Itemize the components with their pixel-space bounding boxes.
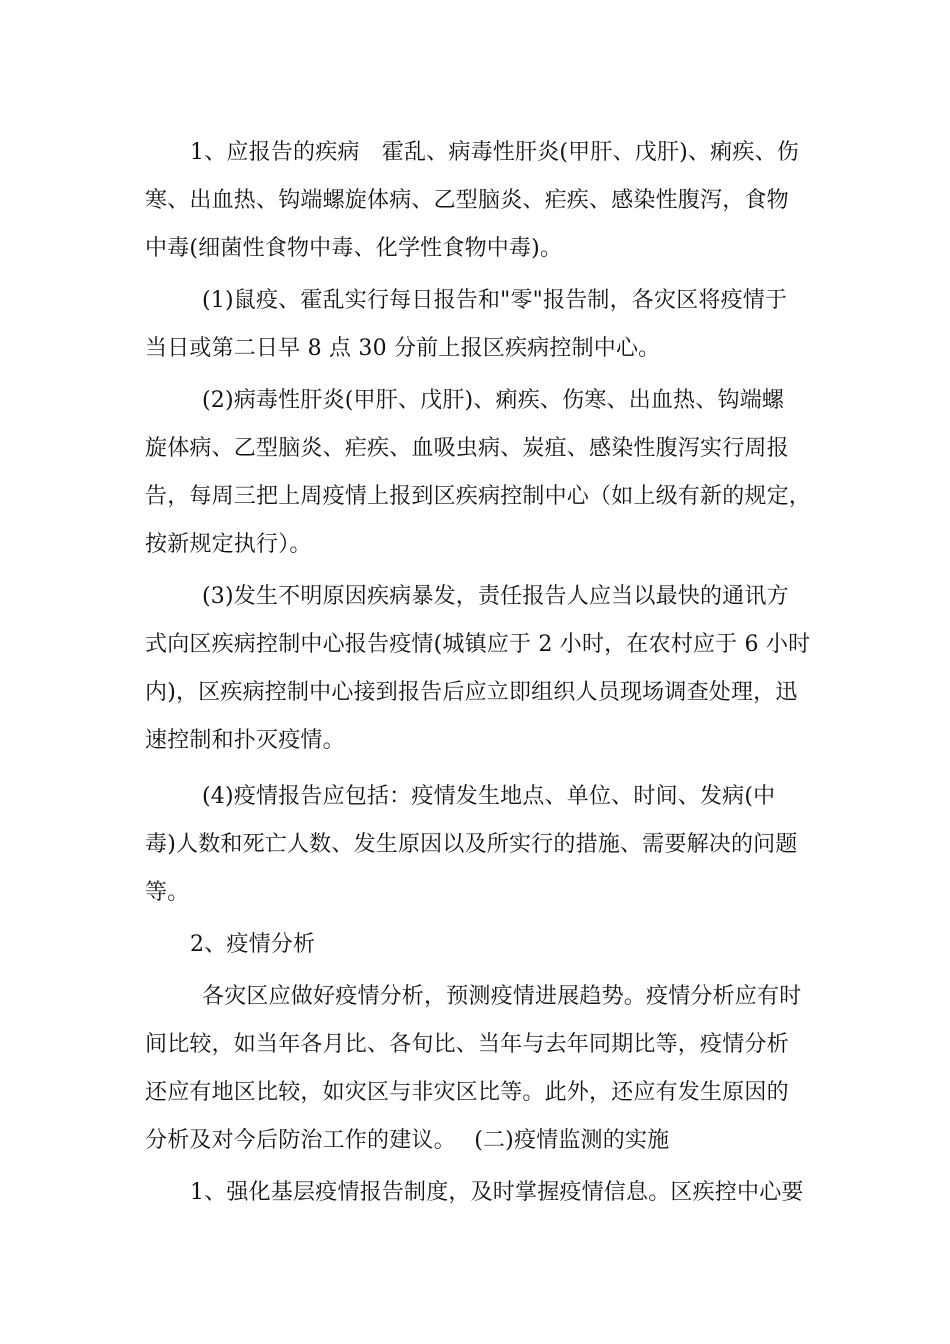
text-line: 式向区疾病控制中心报告疫情(城镇应于 2 小时，在农村应于 6 小时: [145, 632, 811, 657]
text-line: 间比较，如当年各月比、各旬比、当年与去年同期比等，疫情分析: [145, 1032, 789, 1057]
text-line: (1)鼠疫、霍乱实行每日报告和"零"报告制，各灾区将疫情于: [202, 288, 788, 313]
text-line: (2)病毒性肝炎(甲肝、戊肝)、痢疾、伤寒、出血热、钩端螺: [202, 388, 785, 413]
text-line: (3)发生不明原因疾病暴发，责任报告人应当以最快的通讯方: [202, 584, 789, 609]
text-line: 旋体病、乙型脑炎、疟疾、血吸虫病、炭疽、感染性腹泻实行周报: [145, 436, 789, 461]
text-line: 分析及对今后防治工作的建议。 (二)疫情监测的实施: [145, 1128, 670, 1153]
text-line: 寒、出血热、钩端螺旋体病、乙型脑炎、疟疾、感染性腹泻，食物: [145, 188, 789, 213]
text-line: 当日或第二日早 8 点 30 分前上报区疾病控制中心。: [145, 336, 661, 361]
text-line: 1、强化基层疫情报告制度，及时掌握疫情信息。区疾控中心要: [190, 1180, 804, 1205]
text-line: 告，每周三把上周疫情上报到区疾病控制中心（如上级有新的规定，: [145, 484, 812, 509]
text-line: 速控制和扑灭疫情。: [145, 728, 345, 753]
text-line: 中毒(细菌性食物中毒、化学性食物中毒)。: [145, 236, 563, 261]
text-line: 还应有地区比较，如灾区与非灾区比等。此外，还应有发生原因的: [145, 1080, 789, 1105]
text-line: 各灾区应做好疫情分析，预测疫情进展趋势。疫情分析应有时: [202, 984, 802, 1009]
text-line: 等。: [145, 880, 190, 905]
section-heading: 2、疫情分析: [190, 932, 316, 957]
text-line: (4)疫情报告应包括：疫情发生地点、单位、时间、发病(中: [202, 784, 776, 809]
text-line: 按新规定执行）。: [145, 532, 312, 557]
text-line: 毒)人数和死亡人数、发生原因以及所实行的措施、需要解决的问题: [145, 832, 798, 857]
text-line: 1、应报告的疾病 霍乱、病毒性肝炎(甲肝、戊肝)、痢疾、伤: [190, 140, 799, 165]
text-line: 内)，区疾病控制中心接到报告后应立即组织人员现场调查处理，迅: [145, 680, 798, 705]
